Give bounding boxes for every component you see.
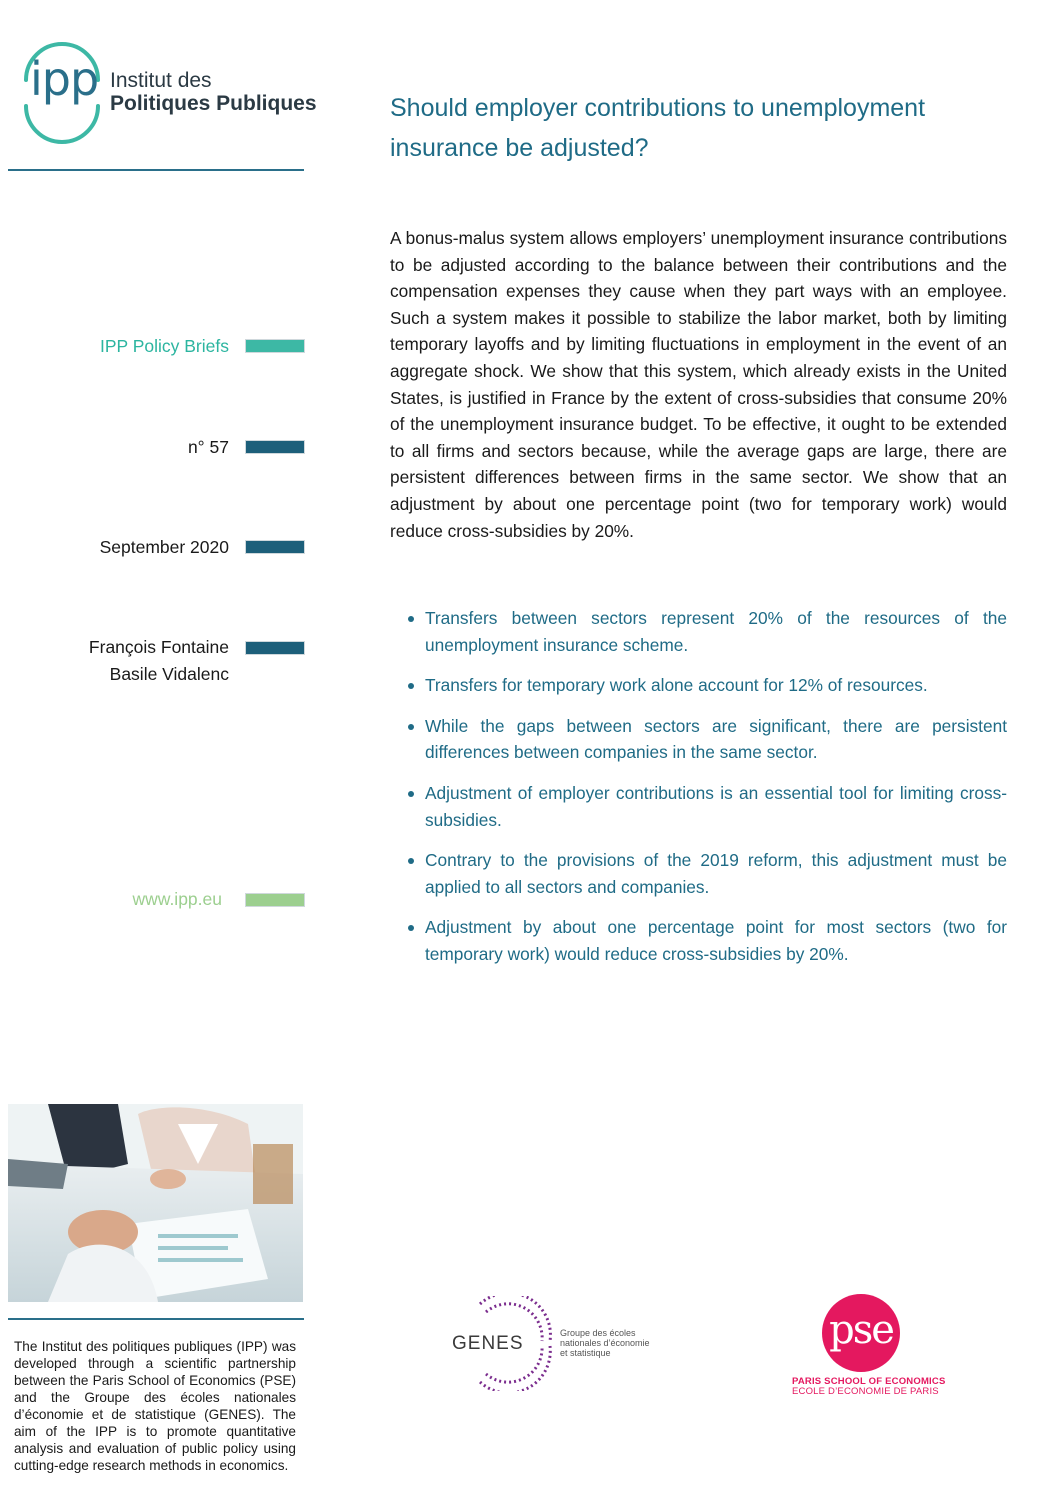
genes-sub-line: Groupe des écoles [560,1328,636,1338]
key-point: Adjustment of employer contributions is an essential tool for limiting cross-subsidies. [408,780,1007,833]
about-ipp-text: The Institut des politiques publiques (IPP) was developed through a scientific partnership between the Paris School of Economics (PSE) and the Groupe des écoles nationales d’économie et de statistique (GENES). The aim of the IPP is to promote quantitative analysis and evaluation of public policy using cutting-edge research methods in economics. [14,1339,296,1473]
author-1: François Fontaine [88,637,229,657]
business-meeting-photo [8,1104,303,1302]
genes-subtitle [560,1328,660,1358]
genes-wordmark: GENES [452,1333,524,1354]
issue-number-bar [245,440,305,454]
key-point: Adjustment by about one percentage point for most sectors (two for temporary work) would reduce cross-subsidies by 20%. [408,914,1007,967]
key-point: Contrary to the provisions of the 2019 reform, this adjustment must be applied to all sectors and companies. [408,847,1007,900]
bullet-icon [408,791,414,797]
website-link[interactable]: www.ipp.eu [132,889,222,909]
bullet-icon [408,858,414,864]
pse-name-line2: ECOLE D’ECONOMIE DE PARIS [792,1386,939,1397]
issue-number: n° 57 [187,437,229,457]
genes-sub-line: et statistique [560,1348,611,1358]
pse-logo-letters: pse [829,1307,893,1353]
authors [89,634,229,688]
bullet-icon [408,683,414,689]
sidebar-bottom-divider [8,1318,304,1320]
pse-name-line1: PARIS SCHOOL OF ECONOMICS [792,1376,946,1387]
abstract-text: A bonus-malus system allows employers’ unemployment insurance contributions to be adjusted according to the balance between their contributions and the compensation expenses they cause when they part ways with an employee. Such a system makes it possible to stabilize the labor market, both by limiting temporary layoffs and by limiting fluctuations in employment in the event of an aggregate shock. We show that this system, which already exists in the United States, is justified in France by the extent of cross-subsidies that consume 20% of the unemployment insurance budget. To be effective, it ought to be extended to all firms and sectors because, while the average gaps are large, there are persistent differences between firms in the same sector. We show that an adjustment by about one percentage point (two for temporary work) would reduce cross-subsidies by 20%. [390,228,1007,541]
website-bar [245,893,305,907]
sidebar-top-divider [8,169,304,171]
genes-sub-line: nationales d’économie [560,1338,650,1348]
logo-name-line1: Institut des [110,69,212,92]
key-point: While the gaps between sectors are significant, there are persistent differences between companies in the same sector. [408,713,1007,766]
key-point: Transfers between sectors represent 20% of the resources of the unemployment insurance scheme. [408,605,1007,658]
logo-mark: ipp [30,52,99,106]
logo-name-line2: Politiques Publiques [110,92,317,115]
author-2: Basile Vidalenc [109,664,229,684]
bullet-icon [408,925,414,931]
publication-date: September 2020 [99,537,229,557]
page-title: Should employer contributions to unemployment insurance be adjusted? [390,94,926,162]
series-bar [245,339,305,353]
publication-date-bar [245,540,305,554]
bullet-icon [408,616,414,622]
series-label: IPP Policy Briefs [99,336,229,356]
key-point: Transfers for temporary work alone account for 12% of resources. [408,672,1007,699]
authors-bar [245,641,305,655]
bullet-icon [408,724,414,730]
logo-arc-bottom-icon [22,104,102,144]
key-points-list [408,605,1007,982]
